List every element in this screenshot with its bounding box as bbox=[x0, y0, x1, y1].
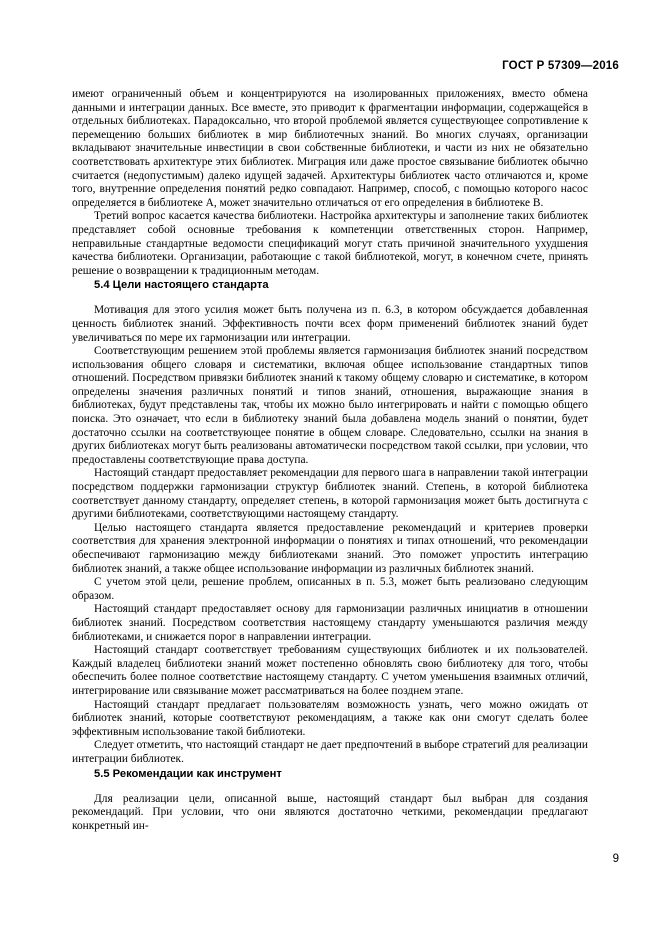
page-header: ГОСТ Р 57309—2016 bbox=[502, 60, 619, 72]
paragraph: Настоящий стандарт соответствует требованиям существующих библиотек и их пользователей. Каждый владелец библиотеки знаний может постепенно обновлять свою библиотеку для того, чтобы обеспечить более полное соответствие настоящему стандарту. С учетом уменьшения взаимных отличий, интегрирование или связывание может рассматриваться на более позднем этапе. bbox=[72, 644, 588, 697]
paragraph: Соответствующим решением этой проблемы является гармонизация библиотек знаний посредством использования общего словаря и систематики, включая общее использование стандартных типов отношений. Посредством привязки библиотек знаний к такому общему словарю и систематике, в котором определены значения различных понятий и типов знаний, отношения, выражающие знания в библиотеках, будут представлены так, чтобы их можно было интегрировать и найти с помощью общего поиска. Это означает, что если в библиотеку знаний была добавлена модель знаний о понятии, будет достаточно ссылки на соответствующее понятие в общем словаре. Следовательно, ссылки на знания в других библиотеках могут быть реализованы автоматически посредством такой ссылки, при условии, что предоставлены соответствующие права доступа. bbox=[72, 345, 588, 466]
paragraph: Мотивация для этого усилия может быть получена из п. 6.3, в котором обсуждается добавленная ценность библиотек знаний. Эффективность почти всех форм применений библиотек знаний будет увеличиваться по мере их гармонизации или интеграции. bbox=[72, 304, 588, 344]
paragraph: Настоящий стандарт предлагает пользователям возможность узнать, чего можно ожидать от библиотек знаний, которые соответствуют рекомендациям, а также как они смогут сделать более эффективным использование такой библиотеки. bbox=[72, 698, 588, 738]
section-heading-5-4: 5.4 Цели настоящего стандарта bbox=[94, 279, 269, 292]
paragraph: Целью настоящего стандарта является предоставление рекомендаций и критериев проверки соответствия для хранения электронной информации о понятиях и типах отношений, что рекомендации обеспечивают гармонизацию между библиотеками знаний. Это поможет упростить интеграцию библиотек знаний, а также общее использование информации из различных библиотек знаний. bbox=[72, 521, 588, 575]
paragraph: Для реализации цели, описанной выше, настоящий стандарт был выбран для создания рекомендаций. При условии, что они являются достаточно четкими, рекомендации предлагают конкретный ин- bbox=[72, 792, 588, 832]
paragraph: Настоящий стандарт предоставляет рекомендации для первого шага в направлении такой интеграции посредством поддержки гармонизации структур библиотек знаний. Степень, в которой библиотека соответствует данному стандарту, определяет степень, в которой гармонизация может быть достигнута с другими библиотеками, соответствующими настоящему стандарту. bbox=[72, 467, 588, 521]
section-heading-5-5: 5.5 Рекомендации как инструмент bbox=[94, 767, 282, 780]
paragraph: имеют ограниченный объем и концентрируются на изолированных приложениях, вместо обмена данными и интеграции данных. Все вместе, это приводит к фрагментации информации, содержащейся в отдельных библиотеках. Парадоксально, что второй проблемой является существующее сопротивление к перемещению больших библиотек в мир библиотечных знаний. Во многих случаях, организации вкладывают значительные инвестиции в свои собственные библиотеки, и части из них не обязательно соответствовать архитектуре этих библиотек. Миграция или даже простое связывание библиотек обычно считается (недопустимым) далеко идущей задачей. Архитектуры библиотек часто отличаются и, кроме того, внутренние определения понятий редко совпадают. Например, способ, с помощью которого насос определяется в библиотеке А, может значительно отличаться от его определения в библиотеке В. bbox=[72, 88, 588, 209]
paragraph: Следует отметить, что настоящий стандарт не дает предпочтений в выборе стратегий для реализации интеграции библиотек. bbox=[72, 739, 588, 765]
paragraph: С учетом этой цели, решение проблем, описанных в п. 5.3, может быть реализовано следующим образом. bbox=[72, 576, 588, 602]
paragraph: Настоящий стандарт предоставляет основу для гармонизации различных инициатив в отношении библиотек знаний. Посредством соответствия настоящему стандарту уменьшаются различия между библиотеками, и снижается порог в направлении интеграции. bbox=[72, 603, 588, 643]
page-number: 9 bbox=[612, 853, 619, 865]
document-body bbox=[72, 88, 588, 833]
paragraph: Третий вопрос касается качества библиотеки. Настройка архитектуры и заполнение таких библиотек представляет собой основные требования к компетенции ответственных сторон. Например, неправильные стандартные ведомости спецификаций могут стать причиной значительного ухудшения качества библиотеки. Организации, работающие с такой библиотекой, могут, в конечном счете, принять решение о возвращении к традиционным методам. bbox=[72, 210, 588, 277]
